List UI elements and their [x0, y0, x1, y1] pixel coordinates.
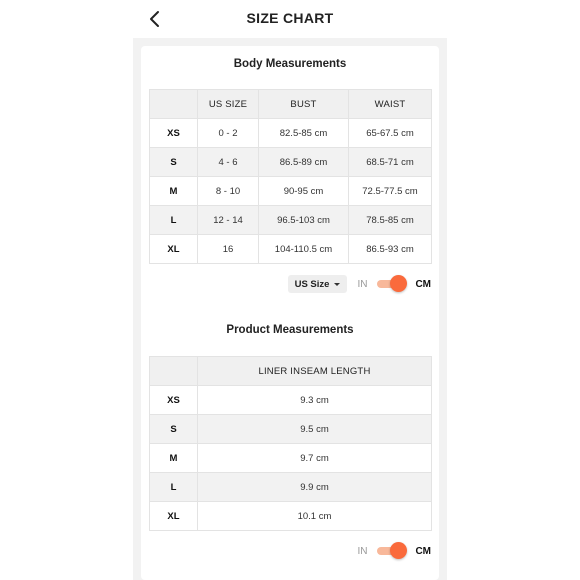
size-chart-card	[141, 46, 439, 580]
unit-toggle[interactable]	[377, 545, 407, 557]
size-label: XS	[150, 386, 198, 415]
table-row	[150, 206, 432, 235]
table-header-row	[150, 90, 432, 119]
us-size-value: 12 - 14	[198, 206, 259, 235]
size-label: L	[150, 206, 198, 235]
size-label: M	[150, 177, 198, 206]
bust-value: 86.5-89 cm	[259, 148, 349, 177]
table-row	[150, 148, 432, 177]
liner-inseam-value: 9.9 cm	[198, 473, 432, 502]
liner-inseam-value: 10.1 cm	[198, 502, 432, 531]
waist-value: 78.5-85 cm	[349, 206, 432, 235]
table-row	[150, 415, 432, 444]
waist-value: 72.5-77.5 cm	[349, 177, 432, 206]
size-label: M	[150, 444, 198, 473]
body-measurements-title: Body Measurements	[233, 58, 347, 70]
us-size-value: 0 - 2	[198, 119, 259, 148]
liner-inseam-value: 9.7 cm	[198, 444, 432, 473]
size-label: S	[150, 415, 198, 444]
body-measurements-table	[149, 89, 432, 264]
table-row	[150, 502, 432, 531]
unit-label-in[interactable]: IN	[357, 545, 368, 557]
table-row	[150, 386, 432, 415]
unit-label-cm[interactable]: CM	[415, 545, 431, 557]
header-bar	[133, 0, 447, 38]
column-header-liner-inseam: LINER INSEAM LENGTH	[198, 357, 432, 386]
table-row	[150, 473, 432, 502]
table-row	[150, 177, 432, 206]
caret-down-icon	[334, 283, 340, 286]
product-measurements-controls	[357, 541, 431, 561]
size-system-dropdown[interactable]	[288, 275, 348, 293]
liner-inseam-value: 9.3 cm	[198, 386, 432, 415]
product-measurements-title: Product Measurements	[226, 324, 354, 336]
us-size-value: 8 - 10	[198, 177, 259, 206]
page-title: SIZE CHART	[246, 10, 334, 26]
size-system-selected: US Size	[294, 278, 330, 290]
body-measurements-controls	[288, 274, 431, 294]
bust-value: 82.5-85 cm	[259, 119, 349, 148]
unit-label-cm[interactable]: CM	[415, 278, 431, 290]
us-size-value: 4 - 6	[198, 148, 259, 177]
toggle-knob	[390, 275, 407, 292]
product-measurements-table	[149, 356, 432, 531]
table-row	[150, 119, 432, 148]
size-label: S	[150, 148, 198, 177]
column-header	[150, 357, 198, 386]
size-chart-screen	[133, 0, 447, 580]
waist-value: 68.5-71 cm	[349, 148, 432, 177]
us-size-value: 16	[198, 235, 259, 264]
table-row	[150, 235, 432, 264]
bust-value: 96.5-103 cm	[259, 206, 349, 235]
size-label: XL	[150, 502, 198, 531]
toggle-knob	[390, 542, 407, 559]
column-header	[150, 90, 198, 119]
waist-value: 86.5-93 cm	[349, 235, 432, 264]
liner-inseam-value: 9.5 cm	[198, 415, 432, 444]
table-header-row	[150, 357, 432, 386]
waist-value: 65-67.5 cm	[349, 119, 432, 148]
bust-value: 90-95 cm	[259, 177, 349, 206]
table-row	[150, 444, 432, 473]
unit-label-in[interactable]: IN	[357, 278, 368, 290]
size-label: XL	[150, 235, 198, 264]
column-header-waist: WAIST	[349, 90, 432, 119]
size-label: XS	[150, 119, 198, 148]
column-header-us-size: US SIZE	[198, 90, 259, 119]
bust-value: 104-110.5 cm	[259, 235, 349, 264]
size-label: L	[150, 473, 198, 502]
unit-toggle[interactable]	[377, 278, 407, 290]
column-header-bust: BUST	[259, 90, 349, 119]
